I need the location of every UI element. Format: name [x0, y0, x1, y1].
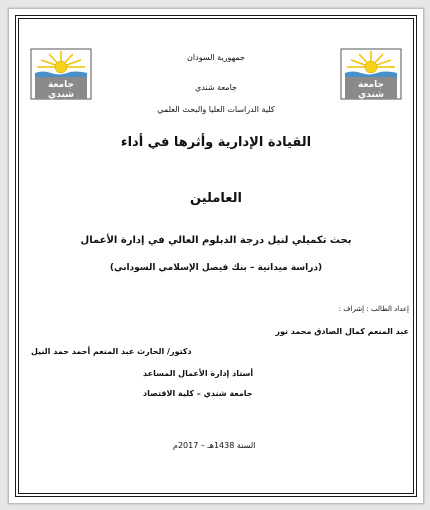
logo-text-1: جامعة	[48, 80, 74, 90]
supervision-label: إشراف :	[338, 305, 365, 313]
sun-icon	[55, 61, 67, 73]
study-type: (دراسة ميدانية – بنك فيصل الإسلامي السوداني)	[109, 263, 323, 273]
year: السنة 1438هـ – 2017م	[173, 441, 256, 450]
degree-statement: بحث تكميلي لنيل درجة الدبلوم العالي في إدارة الأعمال	[80, 235, 352, 246]
prep-labels	[339, 305, 409, 313]
supervisor-name: دكتور/ الحارث عبد المنعم أحمد حمد النيل	[31, 347, 192, 356]
thesis-title-line-1: القيادة الإدارية وأثرها في أداء	[120, 135, 312, 150]
logo-text-1: جامعة	[358, 80, 384, 90]
supervisor-title: أستاذ إدارة الأعمال المساعد	[143, 369, 254, 378]
header-university: جامعة شندي	[195, 83, 237, 92]
logo-text-2: شندي	[48, 90, 74, 100]
student-label: إعداد الطالب :	[366, 305, 409, 313]
header-country: جمهورية السودان	[187, 53, 245, 62]
logo-text-2: شندي	[358, 90, 384, 100]
sun-icon	[365, 61, 377, 73]
thesis-title-line-2: العاملين	[190, 191, 242, 206]
document-page	[8, 8, 424, 504]
student-name: عبد المنعم كمال الصادق محمد نور	[275, 327, 409, 336]
supervisor-affiliation: جامعة شندي – كلية الاقتصاد	[143, 389, 253, 398]
header-faculty: كلية الدراسات العليا والبحث العلمي	[157, 105, 275, 114]
